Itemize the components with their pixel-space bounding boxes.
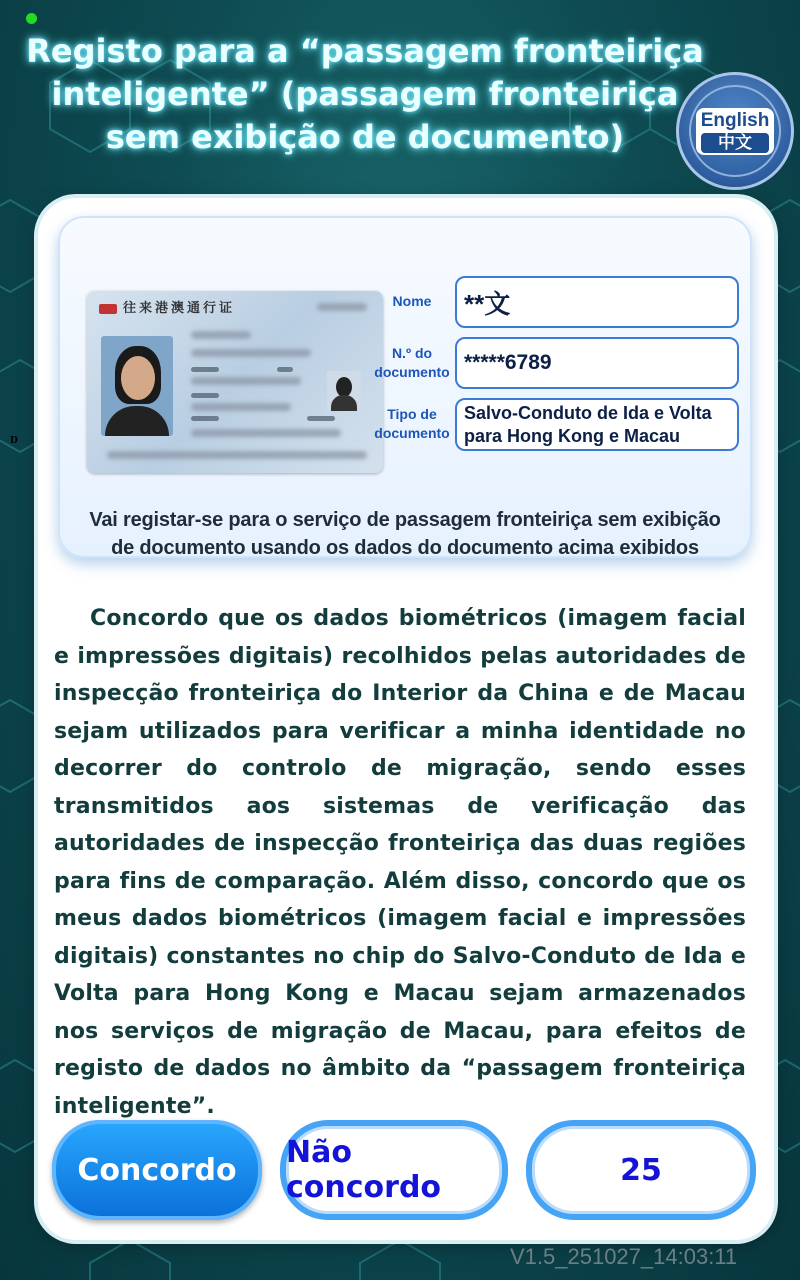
blurred-text (107, 451, 367, 459)
name-field (455, 276, 739, 328)
name-value: **文 (464, 288, 511, 319)
consent-statement: Concordo que os dados biométricos (imagem facial e impressões digitais) recolhidos pelas autoridades de inspecção fronteiriça do Interior da China e de Macau sejam utilizados para verificar a minha identidade no decorrer do controlo de migração, sendo esses transmitidos aos sistemas de verificação das autoridades de inspecção fronteiriça das duas regiões para fins de comparação. Além disso, concordo que os meus dados biométricos (imagem facial e impressões digitais) constantes no chip do Salvo-Conduto de Ida e Volta para Hong Kong e Macau sejam armazenados nos serviços de migração de Macau, para efeitos de registo de dados no âmbito da “passagem fronteiriça inteligente”. (54, 606, 746, 1119)
blurred-text (317, 303, 367, 311)
blurred-text (191, 377, 301, 385)
blurred-text (191, 429, 341, 437)
document-header-text: 往来港澳通行证 (123, 301, 236, 316)
flag-icon (99, 304, 117, 314)
blurred-text (277, 367, 293, 372)
agree-button[interactable] (52, 1120, 262, 1220)
document-number-value: *****6789 (464, 351, 552, 374)
version-label: V1.5_251027_14:03:11 (510, 1244, 738, 1269)
blurred-text (191, 416, 219, 421)
countdown-button[interactable] (526, 1120, 756, 1220)
disagree-button-label: Não concordo (286, 1135, 442, 1205)
language-label (696, 108, 775, 155)
portrait-body (105, 406, 169, 436)
language-english-label: English (700, 109, 770, 131)
document-header (99, 297, 279, 317)
consent-panel (38, 198, 774, 1240)
side-mark: D (10, 436, 18, 446)
status-indicator-dot (26, 13, 37, 24)
document-type-field (455, 398, 739, 451)
blurred-text (191, 367, 219, 372)
language-chinese-label: 中文 (701, 133, 770, 153)
page-title: Registo para a “passagem fronteiriça inteligente” (passagem fronteiriça sem exibição de documento) (26, 32, 704, 156)
name-label: Nome (392, 293, 432, 309)
blurred-text (191, 349, 311, 357)
blurred-text (191, 331, 251, 339)
portrait-face (121, 356, 155, 400)
blurred-text (191, 403, 291, 411)
document-number-field (455, 337, 739, 389)
countdown-value: 25 (620, 1152, 662, 1188)
document-type-label: Tipo de documento (374, 406, 450, 441)
portrait-photo (101, 336, 173, 436)
ghost-photo-face (336, 377, 352, 397)
blurred-text (191, 393, 219, 398)
agree-button-label: Concordo (77, 1152, 237, 1188)
document-info-card (58, 216, 752, 558)
document-number-label: N.º do documento (374, 345, 450, 380)
ghost-photo-body (331, 395, 357, 411)
document-type-value: Salvo-Conduto de Ida e Volta para Hong Kong e Macau (464, 402, 712, 446)
blurred-text (307, 416, 335, 421)
ghost-photo (327, 371, 361, 411)
language-toggle-inner (689, 85, 781, 177)
registration-notice: Vai registar-se para o serviço de passagem fronteiriça sem exibição de documento usando os dados do documento acima exibidos (89, 509, 721, 559)
document-image (87, 291, 383, 473)
language-toggle-button[interactable] (676, 72, 794, 190)
disagree-button[interactable] (280, 1120, 508, 1220)
